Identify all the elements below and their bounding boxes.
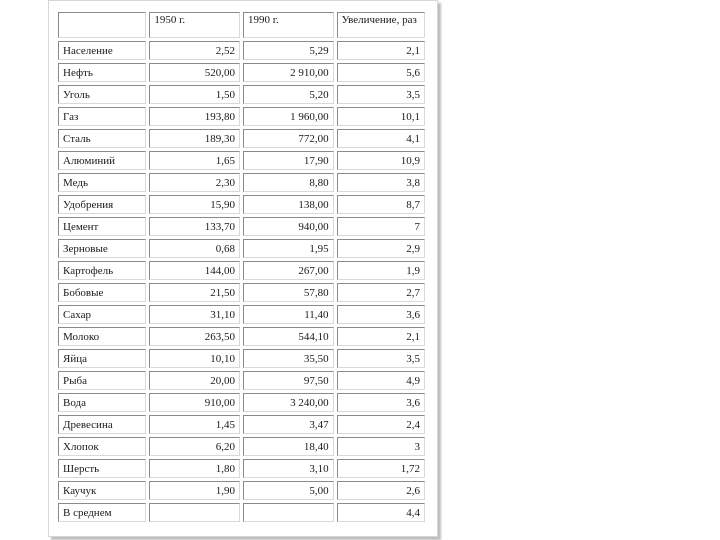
row-name-cell: Цемент [58,217,146,236]
increase-cell: 8,7 [337,195,425,214]
value-1950-cell [149,503,240,522]
value-1950-cell: 6,20 [149,437,240,456]
row-name-cell: Удобрения [58,195,146,214]
increase-cell: 2,1 [337,327,425,346]
value-1990-cell: 35,50 [243,349,334,368]
value-1950-cell: 1,80 [149,459,240,478]
value-1950-cell: 0,68 [149,239,240,258]
value-1950-cell: 15,90 [149,195,240,214]
table-row [58,85,425,104]
table-row [58,107,425,126]
value-1950-cell: 144,00 [149,261,240,280]
value-1990-cell: 544,10 [243,327,334,346]
value-1950-cell: 263,50 [149,327,240,346]
table-row [58,393,425,412]
row-name-cell: Бобовые [58,283,146,302]
increase-cell: 7 [337,217,425,236]
increase-cell: 3,5 [337,349,425,368]
increase-cell: 5,6 [337,63,425,82]
value-1990-cell: 11,40 [243,305,334,324]
value-1990-cell: 1,95 [243,239,334,258]
value-1950-cell: 520,00 [149,63,240,82]
header-cell-1990: 1990 г. [243,12,334,38]
row-name-cell: Молоко [58,327,146,346]
row-name-cell: Вода [58,393,146,412]
value-1950-cell: 133,70 [149,217,240,236]
value-1990-cell: 3 240,00 [243,393,334,412]
row-name-cell: Нефть [58,63,146,82]
increase-cell: 4,9 [337,371,425,390]
table-row [58,151,425,170]
value-1950-cell: 910,00 [149,393,240,412]
value-1990-cell: 138,00 [243,195,334,214]
row-name-cell: Уголь [58,85,146,104]
increase-cell: 2,4 [337,415,425,434]
table-row [58,415,425,434]
table-row [58,173,425,192]
value-1950-cell: 21,50 [149,283,240,302]
row-name-cell: Картофель [58,261,146,280]
value-1990-cell: 1 960,00 [243,107,334,126]
increase-cell: 3 [337,437,425,456]
increase-cell: 2,9 [337,239,425,258]
table-row [58,503,425,522]
value-1990-cell: 3,47 [243,415,334,434]
row-name-cell: В среднем [58,503,146,522]
header-cell-increase: Увеличение, раз [337,12,425,38]
value-1990-cell: 57,80 [243,283,334,302]
increase-cell: 1,9 [337,261,425,280]
increase-cell: 2,7 [337,283,425,302]
value-1990-cell: 267,00 [243,261,334,280]
value-1990-cell: 8,80 [243,173,334,192]
increase-cell: 3,6 [337,305,425,324]
row-name-cell: Газ [58,107,146,126]
increase-cell: 3,6 [337,393,425,412]
value-1990-cell: 17,90 [243,151,334,170]
increase-cell: 3,8 [337,173,425,192]
value-1990-cell: 5,29 [243,41,334,60]
table-row [58,437,425,456]
table-row [58,327,425,346]
table-row [58,349,425,368]
increase-cell: 2,1 [337,41,425,60]
value-1990-cell: 940,00 [243,217,334,236]
table-row [58,239,425,258]
header-cell-1950: 1950 г. [149,12,240,38]
row-name-cell: Рыба [58,371,146,390]
table-row [58,459,425,478]
value-1990-cell: 18,40 [243,437,334,456]
table-row [58,63,425,82]
value-1990-cell: 97,50 [243,371,334,390]
value-1990-cell: 5,20 [243,85,334,104]
table-row [58,481,425,500]
table-row [58,371,425,390]
increase-cell: 4,1 [337,129,425,148]
row-name-cell: Алюминий [58,151,146,170]
row-name-cell: Сталь [58,129,146,148]
table-row [58,217,425,236]
table-row [58,195,425,214]
increase-cell: 4,4 [337,503,425,522]
table-row [58,261,425,280]
value-1950-cell: 20,00 [149,371,240,390]
value-1990-cell: 3,10 [243,459,334,478]
row-name-cell: Сахар [58,305,146,324]
value-1950-cell: 31,10 [149,305,240,324]
value-1950-cell: 1,50 [149,85,240,104]
increase-cell: 10,9 [337,151,425,170]
table-row [58,305,425,324]
row-name-cell: Яйца [58,349,146,368]
value-1950-cell: 2,52 [149,41,240,60]
table-row [58,129,425,148]
value-1990-cell [243,503,334,522]
row-name-cell: Хлопок [58,437,146,456]
increase-cell: 2,6 [337,481,425,500]
table-row [58,41,425,60]
value-1990-cell: 2 910,00 [243,63,334,82]
increase-cell: 1,72 [337,459,425,478]
value-1950-cell: 189,30 [149,129,240,148]
increase-cell: 10,1 [337,107,425,126]
row-name-cell: Население [58,41,146,60]
value-1950-cell: 10,10 [149,349,240,368]
value-1950-cell: 1,45 [149,415,240,434]
row-name-cell: Каучук [58,481,146,500]
value-1950-cell: 1,65 [149,151,240,170]
row-name-cell: Древесина [58,415,146,434]
value-1990-cell: 5,00 [243,481,334,500]
row-name-cell: Шерсть [58,459,146,478]
table-header-row [58,12,425,38]
increase-cell: 3,5 [337,85,425,104]
row-name-cell: Медь [58,173,146,192]
data-table [55,9,428,525]
value-1990-cell: 772,00 [243,129,334,148]
table-body [58,41,425,522]
table-row [58,283,425,302]
header-cell-empty [58,12,146,38]
value-1950-cell: 193,80 [149,107,240,126]
value-1950-cell: 2,30 [149,173,240,192]
row-name-cell: Зерновые [58,239,146,258]
value-1950-cell: 1,90 [149,481,240,500]
